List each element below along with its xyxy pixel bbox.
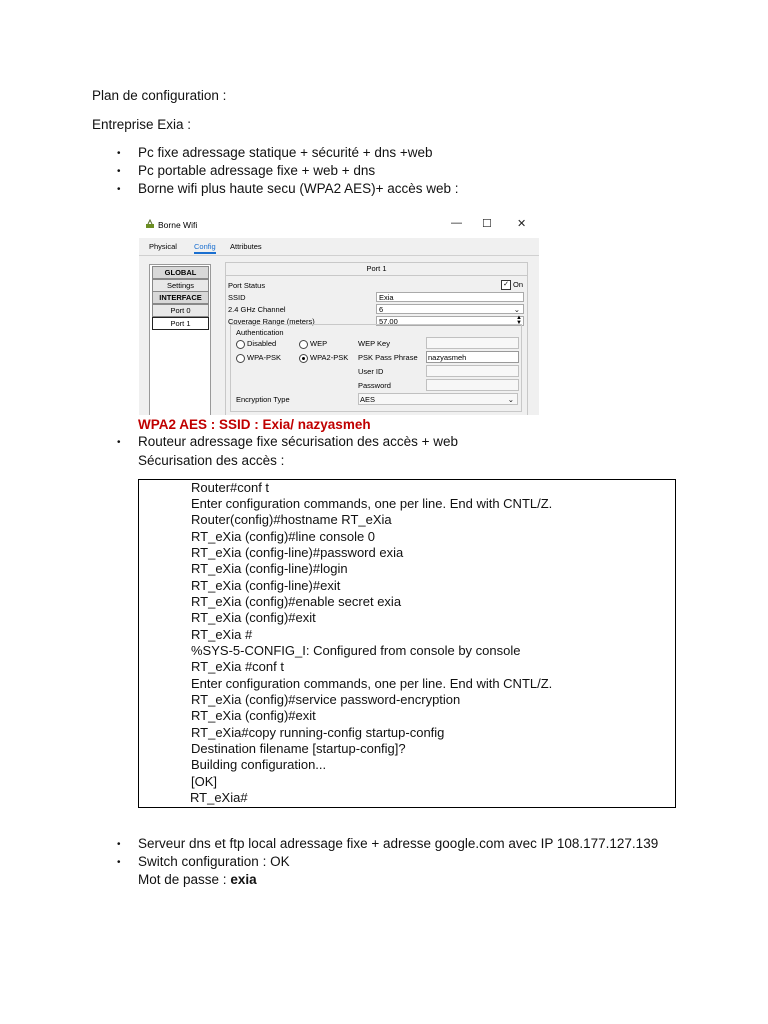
authentication-group	[230, 324, 522, 412]
port-panel	[225, 262, 528, 415]
nav-interface[interactable]: INTERFACE	[152, 291, 209, 304]
port-status-label: Port Status	[228, 281, 266, 290]
ssid-label: SSID	[228, 293, 246, 302]
code-line: %SYS-5-CONFIG_I: Configured from console by console	[191, 643, 521, 658]
wifi-device-icon	[145, 219, 155, 229]
encryption-select[interactable]	[358, 393, 518, 405]
radio-wpa2-psk[interactable]	[299, 354, 308, 363]
radio-wpa-psk[interactable]	[236, 354, 245, 363]
radio-wpa2-psk-label: WPA2-PSK	[310, 353, 349, 362]
userid-label: User ID	[358, 367, 384, 376]
bullet-marker: •	[117, 437, 121, 448]
password-value: exia	[230, 872, 257, 887]
password-label: Password	[358, 381, 391, 390]
bullet-routeur: Routeur adressage fixe sécurisation des accès + web	[138, 434, 459, 449]
code-line: Destination filename [startup-config]?	[191, 741, 406, 756]
psk-label: PSK Pass Phrase	[358, 353, 418, 362]
bullet-marker: •	[117, 839, 121, 850]
code-line: RT_eXia (config-line)#login	[191, 561, 348, 576]
code-line: Enter configuration commands, one per line. End with CNTL/Z.	[191, 496, 553, 511]
coverage-label: Coverage Range (meters)	[228, 317, 315, 326]
chevron-down-icon: ⌄	[507, 395, 514, 404]
code-line: Building configuration...	[191, 757, 327, 772]
code-line: RT_eXia#	[190, 790, 248, 805]
window-title: Borne Wifi	[158, 220, 198, 230]
tab-attributes[interactable]: Attributes	[230, 242, 262, 251]
code-line: Router(config)#hostname RT_eXia	[191, 512, 392, 527]
maximize-button[interactable]: ☐	[482, 218, 492, 230]
channel-value: 6	[379, 305, 384, 314]
password-input[interactable]	[426, 379, 519, 391]
port-status-checkbox[interactable]: ✓	[501, 280, 511, 290]
bullet-marker: •	[117, 857, 121, 868]
bullet-pc-portable: Pc portable adressage fixe + web + dns	[138, 163, 376, 178]
divider	[226, 275, 527, 276]
spinner-arrows-icon: ▲ ▼	[516, 315, 522, 326]
bullet-marker: •	[117, 184, 121, 195]
channel-select[interactable]	[376, 304, 524, 314]
company-title: Entreprise Exia :	[92, 117, 192, 132]
bullet-marker: •	[117, 148, 121, 159]
code-line: RT_eXia (config-line)#exit	[191, 578, 341, 593]
password-prefix: Mot de passe :	[138, 872, 231, 887]
authentication-label: Authentication	[236, 328, 284, 337]
ssid-input[interactable]: Exia	[376, 292, 524, 302]
bullet-borne-wifi: Borne wifi plus haute secu (WPA2 AES)+ accès web :	[138, 181, 459, 196]
radio-wep[interactable]	[299, 340, 308, 349]
code-line: RT_eXia (config)#exit	[191, 708, 316, 723]
encryption-value: AES	[360, 395, 376, 404]
switch-password-line	[138, 872, 257, 887]
radio-wpa-psk-label: WPA-PSK	[247, 353, 282, 362]
tab-physical[interactable]: Physical	[149, 242, 177, 251]
tab-config[interactable]: Config	[194, 242, 216, 254]
radio-wep-label: WEP	[310, 339, 328, 348]
cli-code-box	[138, 479, 676, 808]
code-line: RT_eXia #conf t	[191, 659, 284, 674]
code-line: RT_eXia (config)#line console 0	[191, 529, 376, 544]
config-body	[139, 256, 539, 415]
coverage-value: 57,00	[379, 317, 398, 326]
chevron-down-icon: ⌄	[513, 305, 520, 314]
code-line: RT_eXia (config)#exit	[191, 610, 316, 625]
psk-input[interactable]: nazyasmeh	[426, 351, 519, 363]
radio-disabled[interactable]	[236, 340, 245, 349]
channel-label: 2.4 GHz Channel	[228, 305, 286, 314]
bullet-serveur-dns: Serveur dns et ftp local adressage fixe + adresse google.com avec IP 108.177.127.139	[138, 836, 659, 851]
wifi-config-screenshot	[139, 212, 539, 415]
bullet-marker: •	[117, 166, 121, 177]
minimize-button[interactable]: —	[451, 217, 462, 229]
panel-title: Port 1	[366, 264, 387, 273]
bullet-switch: Switch configuration : OK	[138, 854, 290, 869]
code-line: RT_eXia (config)#enable secret exia	[191, 594, 402, 609]
encryption-label: Encryption Type	[236, 395, 290, 404]
wep-key-input[interactable]	[426, 337, 519, 349]
code-line: RT_eXia (config)#service password-encryption	[191, 692, 461, 707]
window-titlebar	[139, 212, 539, 236]
code-line: RT_eXia #	[191, 627, 253, 642]
wpa-note: WPA2 AES : SSID : Exia/ nazyasmeh	[138, 417, 371, 432]
close-button[interactable]: ✕	[517, 218, 527, 230]
nav-port-1[interactable]: Port 1	[152, 317, 209, 330]
code-line: RT_eXia (config-line)#password exia	[191, 545, 404, 560]
code-line: Enter configuration commands, one per line. End with CNTL/Z.	[191, 676, 553, 691]
wep-key-label: WEP Key	[358, 339, 390, 348]
userid-input[interactable]	[426, 365, 519, 377]
heading: Plan de configuration :	[92, 88, 227, 103]
code-line: [OK]	[191, 774, 218, 789]
nav-global[interactable]: GLOBAL	[152, 266, 209, 279]
securisation-label: Sécurisation des accès :	[138, 453, 285, 468]
radio-disabled-label: Disabled	[247, 339, 277, 348]
config-nav	[149, 264, 211, 415]
nav-port-0[interactable]: Port 0	[152, 304, 209, 317]
code-line: RT_eXia#copy running-config startup-config	[191, 725, 445, 740]
nav-settings[interactable]: Settings	[152, 279, 209, 292]
bullet-pc-fixe: Pc fixe adressage statique + sécurité + dns +web	[138, 145, 433, 160]
port-status-on-label: On	[513, 280, 524, 289]
tab-bar	[139, 238, 539, 256]
code-line: Router#conf t	[191, 480, 270, 495]
